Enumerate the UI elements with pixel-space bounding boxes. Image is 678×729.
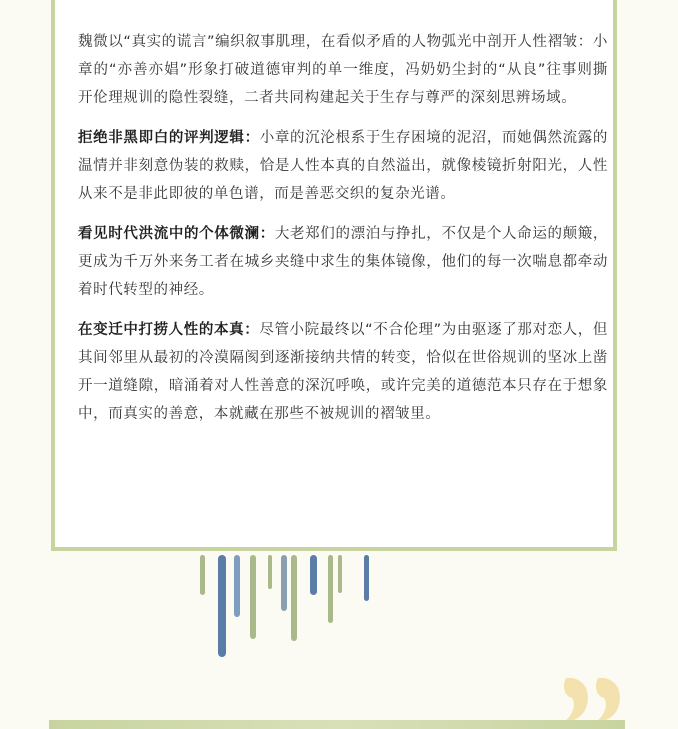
next-card-border (49, 720, 625, 729)
paragraph-4-heading: 在变迁中打捞人性的本真： (78, 322, 260, 338)
paragraph-3-heading: 看见时代洪流中的个体微澜： (78, 226, 275, 242)
paragraph-3-text: 大老郑们的漂泊与挣扎，不仅是个人命运的颠簸，更成为千万外来务工者在城乡夹缝中求生的集体镜像，他们的每一次喘息都牵动着时代转型的神经。 (78, 226, 608, 298)
paragraph-1-text: 魏微以“真实的谎言”编织叙事肌理，在看似矛盾的人物弧光中剖开人性褶皱：小章的“亦善亦娼”形象打破道德审判的单一维度，冯奶奶尘封的“从良”往事则撕开伦理规训的隐性裂缝，二者共同构建起关于生存与尊严的深刻思辨场域。 (78, 34, 608, 106)
paragraph-2-text: 小章的沉沦根系于生存困境的泥沼，而她偶然流露的温情并非刻意伪装的救赎，恰是人性本真的自然溢出，就像棱镜折射阳光，人性从来不是非此即彼的单色谱，而是善恶交织的复杂光谱。 (78, 130, 608, 202)
content-card (51, 0, 617, 551)
paragraph-3 (78, 220, 608, 304)
paragraph-2-heading: 拒绝非黑即白的评判逻辑： (78, 130, 260, 146)
paragraph-2 (78, 124, 608, 208)
bottom-quote-icon (562, 676, 626, 724)
paint-drip-decoration (190, 555, 390, 665)
paragraph-4-text: 尽管小院最终以“不合伦理”为由驱逐了那对恋人，但其间邻里从最初的冷漠隔阂到逐渐接纳共情的转变，恰似在世俗规训的坚冰上凿开一道缝隙，暗涌着对人性善意的深沉呼唤，或许完美的道德范本只存在于想象中，而真实的善意，本就藏在那些不被规训的褶皱里。 (78, 322, 608, 422)
paragraph-4 (78, 316, 608, 428)
paragraph-1 (78, 28, 608, 112)
article-body (78, 28, 608, 440)
